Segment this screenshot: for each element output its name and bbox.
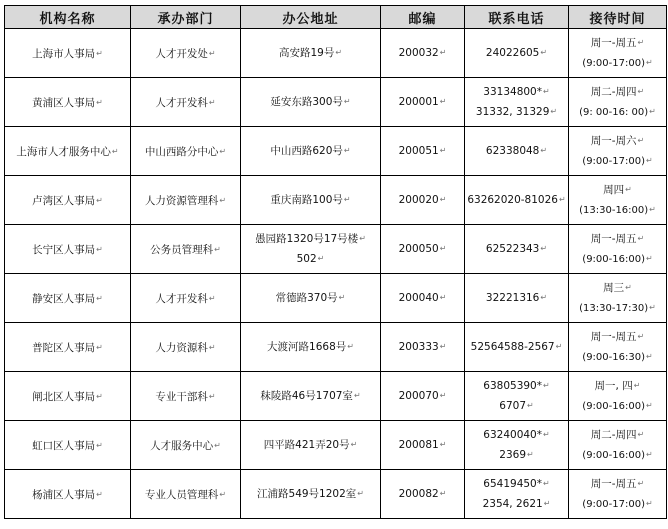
cell-phone-text: 2354, 2621 [482,498,543,510]
paragraph-mark-icon: ↵ [645,499,653,508]
cell-hours-text: 周一-周六 [590,135,637,147]
paragraph-mark-icon: ↵ [96,97,103,107]
header-phone: 联系电话 [465,6,569,29]
cell-phone-line [465,396,568,416]
table-row [5,176,667,225]
paragraph-mark-icon: ↵ [208,391,216,401]
paragraph-mark-icon: ↵ [439,195,447,204]
paragraph-mark-icon: ↵ [543,479,550,488]
paragraph-mark-icon: ↵ [335,48,343,57]
cell-phone [465,421,569,470]
paragraph-mark-icon: ↵ [96,244,103,254]
cell-address-text: 大渡河路1668号 [267,341,347,353]
cell-address-line [241,92,380,112]
cell-postcode [381,225,465,274]
paragraph-mark-icon: ↵ [625,283,632,292]
cell-org-name-text: 卢湾区人事局 [32,194,96,207]
cell-hours-line [569,298,666,318]
cell-phone [465,29,569,78]
paragraph-mark-icon: ↵ [111,146,119,156]
cell-phone-line [465,288,568,308]
cell-hours-line [569,53,666,73]
paragraph-mark-icon: ↵ [208,342,216,352]
cell-phone-line [465,474,568,494]
cell-department [131,29,241,78]
cell-hours [569,225,667,274]
cell-hours-text: 周一-周五 [590,233,637,245]
cell-address [241,372,381,421]
cell-org-name-text: 黄浦区人事局 [32,96,96,109]
cell-phone [465,323,569,372]
cell-department-text: 人力资源科 [155,341,208,354]
paragraph-mark-icon: ↵ [439,244,447,253]
cell-phone-line [465,239,568,259]
cell-hours-line [569,200,666,220]
cell-org-name [5,127,131,176]
cell-hours-line [569,278,666,298]
paragraph-mark-icon: ↵ [317,254,325,263]
cell-phone-text: 2369 [499,449,527,461]
cell-phone-text: 62522343 [485,243,540,255]
paragraph-mark-icon: ↵ [527,450,534,459]
cell-department [131,225,241,274]
cell-address-line [241,337,380,357]
paragraph-mark-icon: ↵ [439,97,447,106]
cell-org-name-text: 长宁区人事局 [32,243,96,256]
paragraph-mark-icon: ↵ [96,440,103,450]
cell-hours [569,274,667,323]
cell-hours-line [569,102,666,122]
paragraph-mark-icon: ↵ [637,234,645,243]
cell-department [131,176,241,225]
cell-phone-text: 52564588-2567 [470,341,555,353]
cell-org-name-text: 虹口区人事局 [32,439,96,452]
cell-phone-text: 63805390* [483,380,542,392]
paragraph-mark-icon: ↵ [343,146,351,155]
cell-hours-text: (13:30-16:00) [579,205,649,216]
cell-org-name [5,78,131,127]
cell-address-text: 常德路370号 [275,292,338,304]
cell-department [131,470,241,519]
cell-address [241,176,381,225]
cell-hours-line [569,327,666,347]
cell-postcode [381,176,465,225]
cell-phone-text: 32221316 [485,292,540,304]
cell-department-text: 公务员管理科 [150,243,214,256]
cell-hours-text: 周一, 四 [594,380,633,392]
cell-department-text: 人才开发科 [155,96,208,109]
paragraph-mark-icon: ↵ [637,332,645,341]
cell-hours-line [569,229,666,249]
paragraph-mark-icon: ↵ [649,303,656,312]
cell-address [241,421,381,470]
cell-phone [465,225,569,274]
cell-org-name-text: 静安区人事局 [32,292,96,305]
cell-postcode [381,323,465,372]
cell-postcode-text: 200001 [398,96,439,108]
cell-hours-line [569,347,666,367]
paragraph-mark-icon: ↵ [96,195,103,205]
cell-org-name [5,372,131,421]
cell-department [131,421,241,470]
cell-phone [465,127,569,176]
paragraph-mark-icon: ↵ [338,293,346,302]
paragraph-mark-icon: ↵ [637,430,645,439]
cell-department-text: 中山西路分中心 [144,145,219,158]
cell-address-text: 高安路19号 [278,47,335,59]
cell-phone-line [465,494,568,514]
cell-hours-line [569,474,666,494]
paragraph-mark-icon: ↵ [208,48,216,58]
paragraph-mark-icon: ↵ [96,293,103,303]
paragraph-mark-icon: ↵ [540,244,548,253]
cell-hours-text: (9:00-16:30) [582,352,645,363]
cell-hours [569,372,667,421]
cell-org-name [5,323,131,372]
cell-phone-line [465,376,568,396]
paragraph-mark-icon: ↵ [555,342,563,351]
paragraph-mark-icon: ↵ [558,195,566,204]
cell-address-line [241,190,380,210]
cell-hours-text: 周一-周五 [590,478,637,490]
cell-phone [465,470,569,519]
paragraph-mark-icon: ↵ [357,489,364,498]
cell-postcode-text: 200051 [398,145,439,157]
paragraph-mark-icon: ↵ [540,293,548,302]
cell-org-name-text: 上海市人才服务中心 [16,145,111,158]
cell-department-text: 人力资源管理科 [144,194,219,207]
cell-hours-line [569,82,666,102]
cell-postcode [381,372,465,421]
cell-department-text: 人才开发处 [155,47,208,60]
cell-phone-line [465,425,568,445]
cell-department-text: 专业人员管理科 [144,488,219,501]
paragraph-mark-icon: ↵ [645,254,653,263]
paragraph-mark-icon: ↵ [649,205,656,214]
cell-phone-text: 62338048 [485,145,540,157]
paragraph-mark-icon: ↵ [625,185,632,194]
cell-hours [569,323,667,372]
cell-postcode [381,29,465,78]
cell-hours-line [569,249,666,269]
cell-department-text: 人才服务中心 [150,439,214,452]
cell-phone-line [465,445,568,465]
paragraph-mark-icon: ↵ [645,450,653,459]
cell-phone-text: 31332, 31329 [475,106,550,118]
cell-org-name-text: 闸北区人事局 [32,390,96,403]
hr-bureau-directory-table [4,5,667,519]
cell-address-line [241,249,380,269]
table-row [5,421,667,470]
paragraph-mark-icon: ↵ [214,440,221,450]
cell-phone [465,274,569,323]
table-row [5,470,667,519]
cell-hours-line [569,376,666,396]
cell-address [241,29,381,78]
cell-address-line [241,141,380,161]
paragraph-mark-icon: ↵ [96,489,103,499]
cell-address-line [241,435,380,455]
cell-address [241,225,381,274]
cell-org-name [5,421,131,470]
cell-postcode [381,127,465,176]
cell-org-name [5,274,131,323]
paragraph-mark-icon: ↵ [439,440,447,449]
cell-phone [465,372,569,421]
cell-hours-line [569,396,666,416]
paragraph-mark-icon: ↵ [208,293,216,303]
paragraph-mark-icon: ↵ [637,87,645,96]
cell-hours-text: 周一-周五 [590,37,637,49]
cell-hours-text: 周二-周四 [590,429,637,441]
cell-hours-text: (9:00-16:00) [582,450,645,461]
cell-department [131,372,241,421]
table-header [5,6,667,29]
cell-hours [569,29,667,78]
cell-org-name [5,470,131,519]
header-row [5,6,667,29]
cell-phone-text: 63240040* [483,429,542,441]
paragraph-mark-icon: ↵ [208,97,216,107]
header-postcode: 邮编 [381,6,465,29]
paragraph-mark-icon: ↵ [439,391,447,400]
cell-hours-text: 周二-周四 [590,86,637,98]
paragraph-mark-icon: ↵ [649,107,656,116]
paragraph-mark-icon: ↵ [543,499,551,508]
cell-postcode-text: 200040 [398,292,439,304]
cell-address-line [241,386,380,406]
table-row [5,372,667,421]
paragraph-mark-icon: ↵ [219,489,227,499]
cell-department [131,323,241,372]
cell-address-text: 江浦路549号1202室 [257,488,357,500]
paragraph-mark-icon: ↵ [550,107,558,116]
paragraph-mark-icon: ↵ [645,156,653,165]
paragraph-mark-icon: ↵ [439,293,447,302]
cell-address-line [241,484,380,504]
paragraph-mark-icon: ↵ [439,48,447,57]
paragraph-mark-icon: ↵ [543,381,550,390]
cell-department-text: 专业干部科 [155,390,208,403]
paragraph-mark-icon: ↵ [347,342,354,351]
paragraph-mark-icon: ↵ [527,401,534,410]
cell-address [241,127,381,176]
paragraph-mark-icon: ↵ [637,38,645,47]
cell-address [241,274,381,323]
table-row [5,78,667,127]
cell-phone-line [465,337,568,357]
cell-postcode [381,421,465,470]
paragraph-mark-icon: ↵ [214,244,221,254]
cell-address [241,78,381,127]
paragraph-mark-icon: ↵ [359,234,366,243]
cell-hours [569,78,667,127]
cell-hours-text: (9: 00-16: 00) [579,107,649,118]
cell-hours-text: (9:00-16:00) [582,401,645,412]
paragraph-mark-icon: ↵ [543,87,550,96]
cell-address-text: 延安东路300号 [270,96,343,108]
cell-org-name-text: 杨浦区人事局 [32,488,96,501]
cell-org-name [5,29,131,78]
cell-postcode-text: 200070 [398,390,439,402]
paragraph-mark-icon: ↵ [645,352,653,361]
cell-address [241,470,381,519]
paragraph-mark-icon: ↵ [439,489,447,498]
cell-hours-line [569,151,666,171]
cell-phone-line [465,82,568,102]
cell-hours-text: (13:30-17:30) [579,303,649,314]
cell-phone [465,78,569,127]
header-org-name: 机构名称 [5,6,131,29]
table-row [5,323,667,372]
cell-hours-text: (9:00-17:00) [582,58,645,69]
cell-hours-text: (9:00-17:00) [582,499,645,510]
cell-phone-text: 6707 [499,400,527,412]
cell-address-text: 秣陵路46号1707室 [260,390,353,402]
cell-hours-line [569,494,666,514]
cell-hours [569,176,667,225]
cell-hours-line [569,180,666,200]
cell-hours-line [569,445,666,465]
paragraph-mark-icon: ↵ [540,146,548,155]
paragraph-mark-icon: ↵ [96,342,103,352]
table-row [5,29,667,78]
cell-postcode-text: 200333 [398,341,439,353]
header-department: 承办部门 [131,6,241,29]
paragraph-mark-icon: ↵ [219,195,227,205]
paragraph-mark-icon: ↵ [645,58,653,67]
paragraph-mark-icon: ↵ [439,146,447,155]
cell-postcode-text: 200081 [398,439,439,451]
cell-address-line [241,288,380,308]
cell-phone-text: 24022605 [485,47,540,59]
cell-address-text: 重庆南路100号 [270,194,343,206]
paragraph-mark-icon: ↵ [343,97,351,106]
cell-postcode [381,78,465,127]
cell-hours-line [569,131,666,151]
paragraph-mark-icon: ↵ [353,391,361,400]
cell-hours [569,127,667,176]
paragraph-mark-icon: ↵ [439,342,447,351]
cell-phone-line [465,43,568,63]
cell-phone-line [465,141,568,161]
cell-postcode [381,274,465,323]
cell-hours-line [569,33,666,53]
cell-hours-text: 周四 [603,184,625,196]
cell-address-text: 502 [296,253,317,265]
cell-address-line [241,229,380,249]
cell-hours-line [569,425,666,445]
paragraph-mark-icon: ↵ [96,391,103,401]
cell-postcode [381,470,465,519]
cell-department-text: 人才开发科 [155,292,208,305]
cell-address-text: 四平路421弄20号 [263,439,350,451]
cell-org-name [5,176,131,225]
paragraph-mark-icon: ↵ [96,48,103,58]
table-row [5,274,667,323]
cell-org-name-text: 普陀区人事局 [32,341,96,354]
paragraph-mark-icon: ↵ [543,430,550,439]
cell-address-text: 中山西路620号 [270,145,343,157]
cell-hours [569,470,667,519]
cell-org-name [5,225,131,274]
paragraph-mark-icon: ↵ [350,440,358,449]
paragraph-mark-icon: ↵ [645,401,653,410]
cell-hours-text: 周三 [603,282,625,294]
cell-hours-text: 周一-周五 [590,331,637,343]
cell-phone-text: 33134800* [483,86,542,98]
cell-phone [465,176,569,225]
table-body [5,29,667,519]
cell-phone-text: 65419450* [483,478,542,490]
cell-postcode-text: 200032 [398,47,439,59]
cell-department [131,274,241,323]
paragraph-mark-icon: ↵ [633,381,641,390]
cell-hours-text: (9:00-17:00) [582,156,645,167]
paragraph-mark-icon: ↵ [219,146,227,156]
cell-department [131,78,241,127]
paragraph-mark-icon: ↵ [343,195,351,204]
cell-address [241,323,381,372]
table-row [5,225,667,274]
cell-phone-line [465,190,568,210]
paragraph-mark-icon: ↵ [540,48,548,57]
cell-postcode-text: 200082 [398,488,439,500]
header-hours: 接待时间 [569,6,667,29]
cell-org-name-text: 上海市人事局 [32,47,96,60]
cell-address-line [241,43,380,63]
paragraph-mark-icon: ↵ [637,136,645,145]
cell-hours [569,421,667,470]
cell-phone-line [465,102,568,122]
table-row [5,127,667,176]
cell-hours-text: (9:00-16:00) [582,254,645,265]
cell-address-text: 愚园路1320号17号楼 [255,233,359,245]
cell-postcode-text: 200050 [398,243,439,255]
cell-department [131,127,241,176]
paragraph-mark-icon: ↵ [637,479,645,488]
cell-phone-text: 63262020-81026 [467,194,558,206]
cell-postcode-text: 200020 [398,194,439,206]
header-address: 办公地址 [241,6,381,29]
